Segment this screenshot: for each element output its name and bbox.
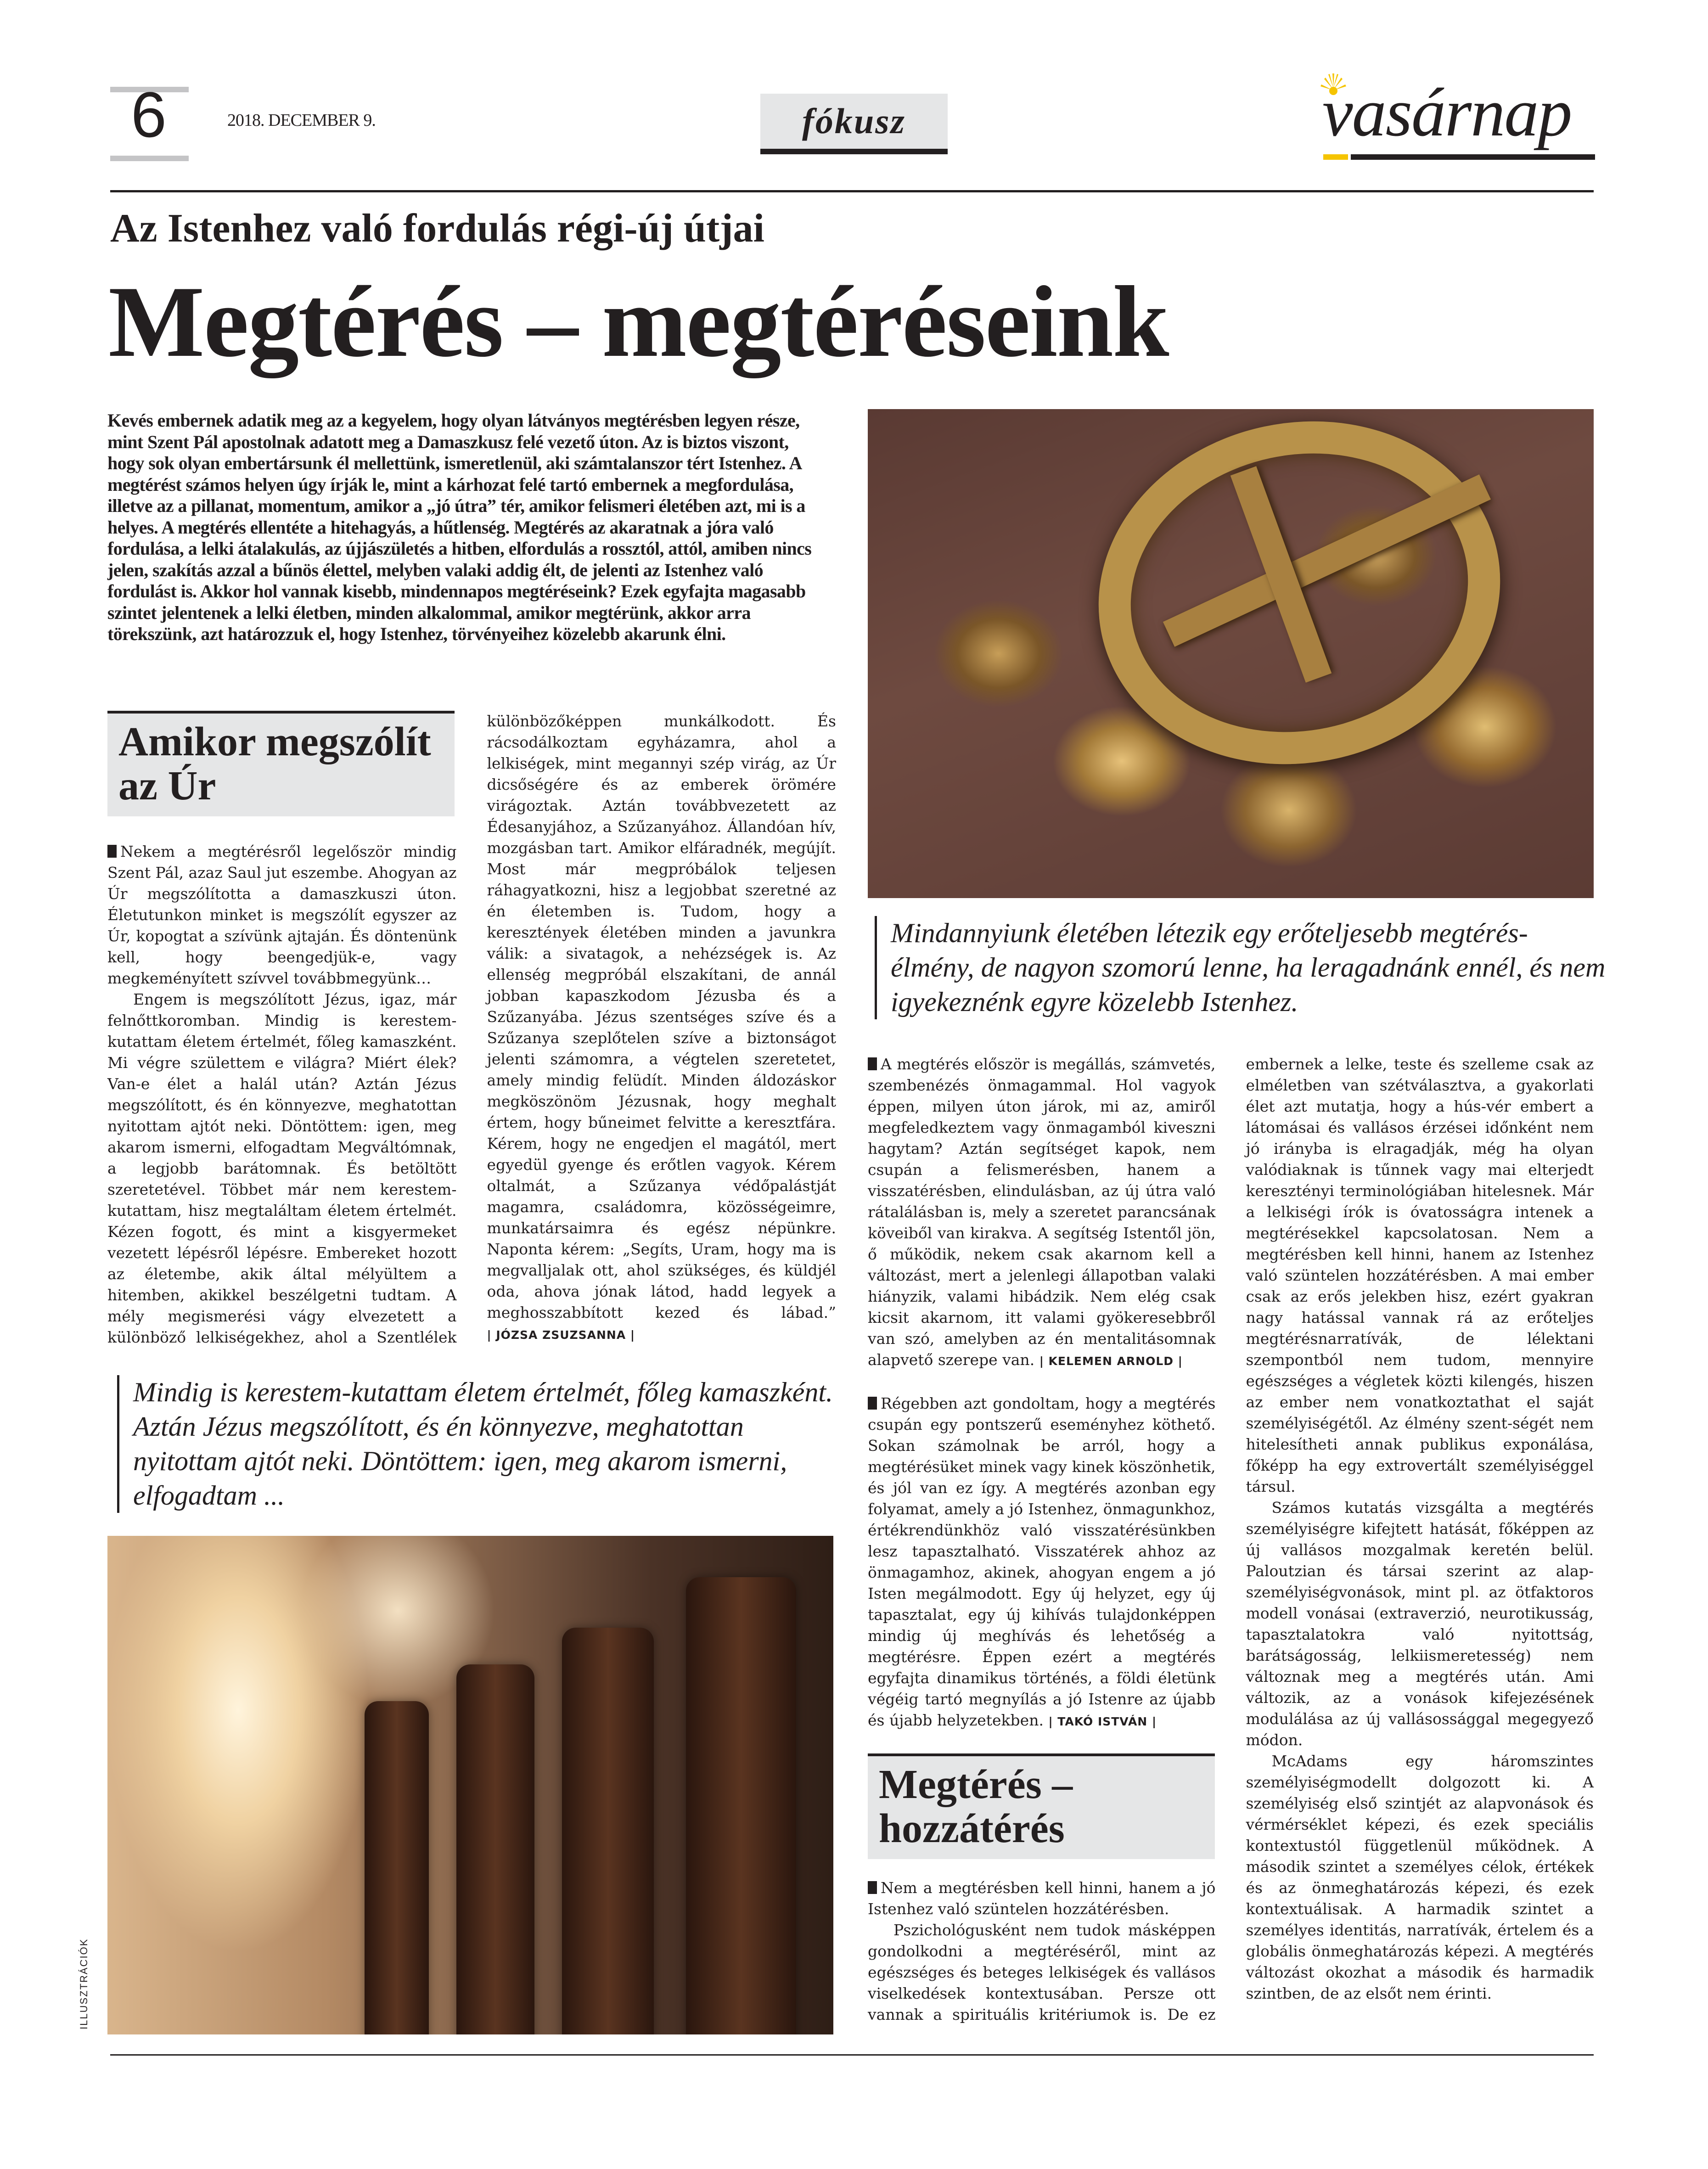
- article-lead: Kevés embernek adatik meg az a kegyelem, hogy olyan látványos megtérésben legyen része, mint Szent Pál apostolnak adatott meg a Damaszkusz felé vezető úton. Az is biztos viszont, hogy sok olyan embertársunk él mellettünk, ismeretlenül, aki számtalanszor tért Istenhez. A megtérést számos helyen úgy írják le, mint a kárhozat felé tartó embernek a megfordulása, illetve az a pillanat, momentum, amikor a „jó útra” tér, amikor felismeri életében azt, mi is a helyes. A megtérés ellentéte a hitehagyás, a hűtlenség. Megtérés az akaratnak a jóra való fordulása, a lelki átalakulás, az újjászületés a hitben, elfordulás a rossztól, attól, amiben nincs jelen, szakítás azzal a bűnös élettel, melyben valaki addig élt, de jelenti az Istenhez való fordulást is. Akkor hol vannak kisebb, mindennapos megtéréseink? Ezek egyfajta magasabb szintet jelentenek a lelki életben, minden alkalommal, amikor megtérünk, akkor arra törekszünk, azt határozzuk el, hogy Istenhez, törvényeihez közelebb akarunk élni.: [107, 410, 812, 644]
- photo-sanctus-bells: [868, 409, 1594, 898]
- subhead: Amikor megszólít az Úr: [107, 711, 455, 816]
- paragraph-text: Nem a megtérésben kell hinni, hanem a jó Istenhez való szüntelen hozzátérésben.: [868, 1879, 1216, 1918]
- paragraph: Számos kutatás vizsgálta a megtérés személyiségre kifejtett hatását, főképpen az új vallásos mozgalmak keretén belül. Paloutzian és társai szerint az alap-személyiségvonások, mint pl. az ötfaktoros modell vonásai (extraverzió, neurotikusság, tapasztalatokra való nyitottság, barátságosság, lelkiismeretesség) nem változnak meg a megtérés után. Ami változik, az a vonások kifejezésének modulálása az új vallásossággal megegyező módon.: [1246, 1499, 1594, 1749]
- paragraph-marker: [868, 1057, 877, 1070]
- page-number: 6: [131, 79, 167, 151]
- paragraph-text: Régebben azt gondoltam, hogy a megtérés csupán egy pontszerű eseményhez köthető. Sokan számolnak be arról, hogy a megtérésüket minek vagy kinek köszönhetik, és jól van ez így. A megtérés azonban egy folyamat, amely a jó Istenhez, önmagunkhoz, értékrendünkhöz való visszatérésünkben lesz tapasztalható. Visszatérek ahhoz az önmagamhoz, akinek, ahogyan engem a jó Isten megálmodott. Egy új helyzet, egy új tapasztalat, egy új kihívás tulajdonképpen mindig új meghívás és lehetőség a megtérésre. Éppen ezért a megtérés egyfajta dinamikus történés, a földi életünk végéig tartó megnyílás a jó Istenre az újabb és újabb helyzetekben.: [868, 1394, 1216, 1729]
- paragraph: [868, 1054, 1216, 1372]
- paragraph: McAdams egy háromszintes személyiségmodellt dolgozott ki. A személyiség első szintjét az alapvonások és vérmérséklet képezi, és ezek speciális kontextustól függetlenül működnek. A második szintet a személyes célok, értékek és az önmeghatározás képezi, és ezek kontextuálisak. A harmadik szintet a személyes identitás, narratívák, értelem és a globális önmeghatározás képezi. A megtérés változást okozhat a második és harmadik szintben, de az elsőt nem érinti.: [1246, 1752, 1594, 2002]
- pew-shape: [562, 1628, 654, 2034]
- stories-right-columns: [868, 1054, 1594, 2036]
- logo-underline-accent: [1323, 154, 1348, 160]
- article-headline: Megtérés – megtéréseink: [108, 265, 1169, 378]
- photo-caption: Mindannyiunk életében létezik egy erőteljesebb megtérés-élmény, de nagyon szomorú lenne, ha leragadnánk ennél, és nem igyekeznénk egyre közelebb Istenhez.: [875, 916, 1607, 1019]
- author-byline: | JÓZSA ZSUZSANNA |: [487, 1328, 635, 1342]
- logo-underline: [1351, 154, 1595, 160]
- author-byline: | TAKÓ ISTVÁN |: [1048, 1715, 1157, 1728]
- author-byline: | KELEMEN ARNOLD |: [1039, 1354, 1183, 1368]
- footer-divider: [110, 2054, 1594, 2056]
- subhead: Megtérés – hozzátérés: [868, 1753, 1215, 1859]
- pull-quote: Mindig is kerestem-kutattam életem értelmét, főleg kamaszként. Aztán Jézus megszólított, és én könnyezve, meghatottan nyitottam ajtót neki. Döntöttem: igen, meg akarom ismerni, elfogadtam ...: [117, 1375, 840, 1513]
- paragraph: Pszichológusként nem tudok másképpen gondolkodni a megtéréséről, mint az egészséges és beteges lelkiségek és vallásos viselkedések kontextusában. Persze ott vannak a spirituális kritériumok is. De ez embernek a lelke, teste és szelleme csak az elméletben van szétválasztva, a gyakorlati élet azt mutatja, hogy a hús-vér embert a látomásai és vallásos érzései időnként nem jó irányba is elragadják, még ha olyan valódiaknak is tűnnek vagy mai elterjedt keresztényi terminológiában hitelesnek. Már a lelkiségi írók is óvatosságra intenek a megtérésekkel kapcsolatosan. Nem a megtérésben kell hinni, hanem az Istenhez való szüntelen hozzátérésben. A mai ember csak az erős jelekben hisz, ezért gyakran nagy hatással vannak rá az erőteljes megtérésnarratívák, de lélektani szempontból nem tudom, mennyire egészséges a végletek közti kilengés, hiszen az ember nem vonatkoztathat el saját személyiségétől. Az élmény szent-ségét nem hitelesítheti annak publikus exponálása, főképp ha egy extrovertált személyiséggel társul.: [868, 1055, 1594, 2023]
- page-number-bar-bottom: [110, 156, 189, 161]
- paragraph: [868, 1877, 1216, 1920]
- paragraph-marker: [107, 845, 117, 858]
- story-amikor-megszolit: [107, 711, 836, 1350]
- logo-wordmark: vasárnap: [1322, 74, 1572, 151]
- issue-date: 2018. DECEMBER 9.: [227, 111, 376, 130]
- photo-credit: ILLUSZTRÁCIÓK: [78, 1938, 90, 2029]
- paragraph-text: A megtérés először is megállás, számvetés, szembenézés önmagammal. Hol vagyok éppen, milyen úton járok, mi az, amiről megfeledkeztem vagy önmagamból kiveszni hagytam? Aztán segítséget kapok, nem csupán a felismerésben, hanem a visszatérésben, elindulásban, az új útra való rátalálásban is, mely a szeretet parancsának köveiből van kirakva. A segítség Istentől jön, ő működik, nekem csak akarnom kell a változást, mert a jelenlegi állapotban valaki hiányzik, valami hibádzik. Nem elég csak kicsit akarnom, itt valami gyökeresebbről van szó, amelyben az én mentalitásomnak alapvető szerepe van.: [868, 1055, 1216, 1369]
- article-kicker: Az Istenhez való fordulás régi-új útjai: [110, 206, 764, 251]
- pew-shape: [456, 1664, 534, 2034]
- pew-shape: [686, 1577, 796, 2034]
- paragraph-marker: [868, 1397, 877, 1410]
- section-label: fókusz: [760, 94, 948, 154]
- paragraph: [107, 841, 457, 989]
- paragraph-text: Nekem a megtérésről legelőször mindig Szent Pál, azaz Saul jut eszembe. Ahogyan az Úr megszólította a damaszkuszi úton. Életutunkon minket is megszólít egyszer az Úr, kopogtat a szívünk ajtaján. És döntenünk kell, hogy beengedjük-e, vagy megkeményített szívvel továbbmegyünk…: [107, 843, 457, 987]
- header-divider: [110, 190, 1594, 192]
- masthead-logo: [1322, 69, 1595, 161]
- pew-shape: [365, 1701, 429, 2034]
- paragraph: [868, 1393, 1216, 1732]
- paragraph-text: Engem is megszólított Jézus, igaz, már felnőttkoromban. Mindig is kerestem-kutattam életem értelmét, főleg kamaszként. Mi végre születtem e világra? Miért élek? Van-e élet a halál után? Aztán Jézus megszólított, és én könnyezve, meghatottan nyitottam ajtót neki. Döntöttem: igen, meg akarom ismerni, elfogadtam Megváltómnak, a legjobb barátomnak. És betöltött szeretetével. Többet már nem kerestem-kutattam, hisz megtaláltam életem értelmét. Kézen fogott, és mint a kisgyermeket vezetett lépésről lépésre. Embereket hozott az életembe, akik által mélyültem a hitemben, akikkel beszélgetni tudtam. A mély megismerési vágy elvezetett a különböző lelkiségekhez, ahol a Szentlélek különbözőképpen munkálkodott. És rácsodálkoztam egyházamra, ahol a lelkiségek, mint megannyi szép virág, az Úr dicsőségére és az emberek örömére virágoztak. Aztán továbbvezetett az Édesanyjához, a Szűzanyához. Állandóan hív, mozgásban tart. Amikor elfáradnék, megújít. Most már megpróbálok teljesen ráhagyatkozni, hisz a legjobbat szeretné az én életemben is. Tudom, hogy a keresztények életében minden a javunkra válik: a sivatagok, a nehézségek is. Az ellenség megpróbál elszakítani, de annál jobban kapaszkodom Jézusba és a Szűzanyába. Jézus szentséges szíve és a Szűzanya szeplőtelen szíve a biztonságot jelenti számomra, a végtelen szeretetet, amely mindig felüdít. Minden áldozáskor megköszönöm Jézusnak, hogy meghalt értem, hogy bűneimet felvitte a keresztfára. Kérem, hogy ne engedjen el magától, mert egyedül gyenge és erőtlen vagyok. Kérem oltalmát, a Szűzanya védőpalástját magamra, családomra, közösségeimre, munkatársaimra és egész népünkre. Naponta kérem: „Segíts, Uram, hogy ma is megvalljalak ott, ahol szükséges, és küldjél oda, ahova jónak látod, hadd legyek a meghosszabbított kezed és lábad.”: [107, 712, 836, 1346]
- paragraph-marker: [868, 1881, 877, 1894]
- photo-church-pews: [107, 1536, 833, 2034]
